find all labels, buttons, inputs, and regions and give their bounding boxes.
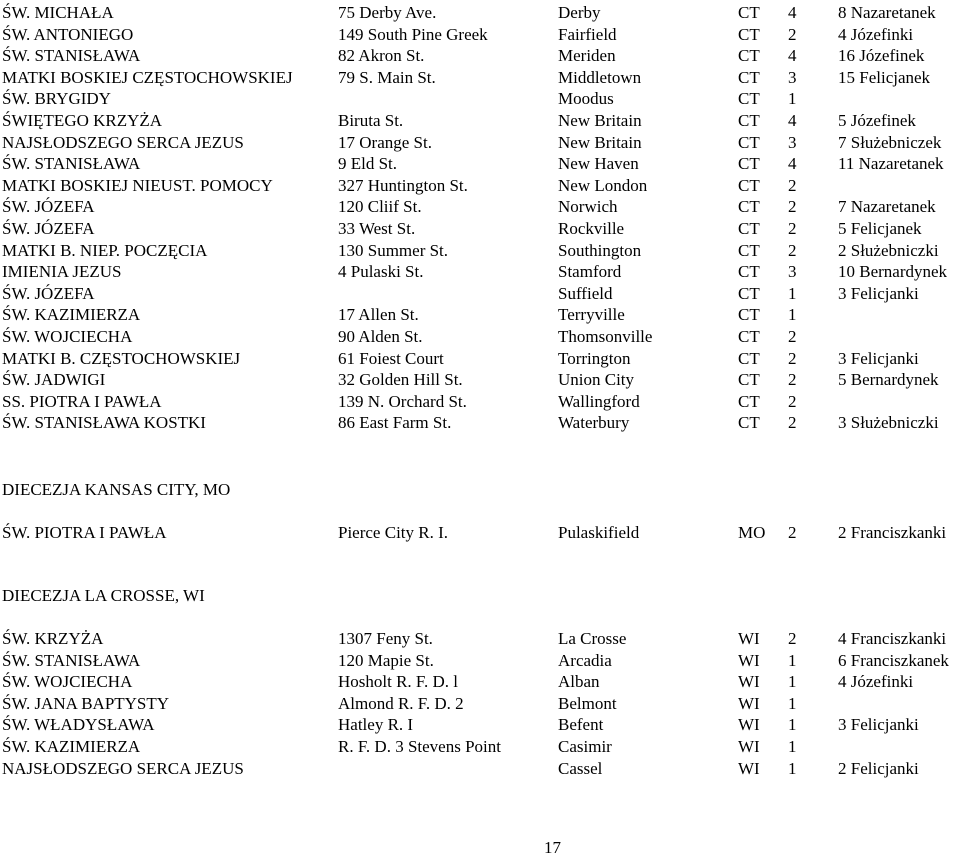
state-cell: WI bbox=[738, 715, 760, 735]
state-cell: CT bbox=[738, 197, 760, 217]
section-heading-kansas-city: DIECEZJA KANSAS CITY, MO bbox=[2, 480, 231, 499]
address-cell: 17 Orange St. bbox=[338, 132, 432, 152]
table-row bbox=[0, 261, 960, 283]
state-cell: CT bbox=[738, 391, 760, 411]
table-row bbox=[0, 153, 960, 175]
state-cell: CT bbox=[738, 326, 760, 346]
count-cell: 3 bbox=[788, 262, 797, 282]
parish-name-cell: MATKI BOSKIEJ CZĘSTOCHOWSKIEJ bbox=[2, 67, 293, 87]
table-row bbox=[0, 391, 960, 413]
address-cell: 139 N. Orchard St. bbox=[338, 391, 467, 411]
address-cell: 75 Derby Ave. bbox=[338, 3, 437, 22]
parish-name-cell: ŚW. JÓZEFA bbox=[2, 218, 95, 238]
page-number: 17 bbox=[544, 838, 561, 857]
state-cell: CT bbox=[738, 370, 760, 390]
address-cell: 1307 Feny St. bbox=[338, 629, 433, 648]
count-cell: 2 bbox=[788, 218, 797, 238]
city-cell: Belmont bbox=[558, 693, 617, 713]
table-row bbox=[0, 304, 960, 326]
parish-name-cell: NAJSŁODSZEGO SERCA JEZUS bbox=[2, 758, 244, 778]
sisters-cell: 8 Nazaretanek bbox=[838, 3, 936, 22]
state-cell: CT bbox=[738, 24, 760, 44]
count-cell: 4 bbox=[788, 154, 797, 174]
address-cell: 82 Akron St. bbox=[338, 46, 425, 66]
count-cell: 3 bbox=[788, 67, 797, 87]
count-cell: 3 bbox=[788, 132, 797, 152]
parish-name-cell: ŚW. MICHAŁA bbox=[2, 3, 114, 22]
table-row bbox=[0, 628, 960, 650]
state-cell: CT bbox=[738, 110, 760, 130]
count-cell: 1 bbox=[788, 736, 797, 756]
city-cell: Alban bbox=[558, 672, 600, 692]
table-row bbox=[0, 240, 960, 262]
sisters-cell: 10 Bernardynek bbox=[838, 262, 948, 282]
city-cell: Derby bbox=[558, 3, 601, 22]
count-cell: 2 bbox=[788, 197, 797, 217]
parish-name-cell: IMIENIA JEZUS bbox=[2, 262, 122, 282]
city-cell: Pulaskifield bbox=[558, 523, 640, 542]
state-cell: WI bbox=[738, 650, 760, 670]
city-cell: Moodus bbox=[558, 89, 614, 109]
count-cell: 1 bbox=[788, 89, 797, 109]
address-cell: 32 Golden Hill St. bbox=[338, 370, 463, 390]
parish-name-cell: ŚW. JADWIGI bbox=[2, 370, 106, 390]
parish-name-cell: ŚW. PIOTRA I PAWŁA bbox=[2, 523, 167, 542]
state-cell: CT bbox=[738, 89, 760, 109]
count-cell: 2 bbox=[788, 523, 797, 542]
address-cell: 86 East Farm St. bbox=[338, 413, 452, 433]
state-cell: WI bbox=[738, 693, 760, 713]
sisters-cell: 5 Felicjanek bbox=[838, 218, 922, 238]
parish-name-cell: ŚW. ANTONIEGO bbox=[2, 24, 134, 44]
parish-name-cell: ŚW. KAZIMIERZA bbox=[2, 305, 141, 325]
sisters-cell: 6 Franciszkanek bbox=[838, 650, 949, 670]
address-cell: Pierce City R. I. bbox=[338, 523, 449, 542]
address-cell: 120 Cliif St. bbox=[338, 197, 422, 217]
city-cell: Middletown bbox=[558, 67, 642, 87]
count-cell: 2 bbox=[788, 413, 797, 433]
table-row bbox=[0, 132, 960, 154]
parish-name-cell: ŚW. STANISŁAWA KOSTKI bbox=[2, 413, 206, 433]
count-cell: 2 bbox=[788, 175, 797, 195]
table-row bbox=[0, 88, 960, 110]
parish-name-cell: SS. PIOTRA I PAWŁA bbox=[2, 391, 162, 411]
count-cell: 1 bbox=[788, 758, 797, 778]
table-row bbox=[0, 283, 960, 305]
address-cell: 4 Pulaski St. bbox=[338, 262, 424, 282]
city-cell: Fairfield bbox=[558, 24, 617, 44]
address-cell: 17 Allen St. bbox=[338, 305, 419, 325]
city-cell: New Britain bbox=[558, 110, 642, 130]
state-cell: CT bbox=[738, 132, 760, 152]
address-cell: 149 South Pine Greek bbox=[338, 24, 488, 44]
city-cell: Union City bbox=[558, 370, 635, 390]
address-cell: 90 Alden St. bbox=[338, 326, 423, 346]
state-cell: CT bbox=[738, 413, 760, 433]
sisters-cell: 3 Felicjanki bbox=[838, 715, 919, 735]
state-cell: CT bbox=[738, 218, 760, 238]
address-cell: 79 S. Main St. bbox=[338, 67, 436, 87]
table-row bbox=[0, 326, 960, 348]
city-cell: Thomsonville bbox=[558, 326, 653, 346]
city-cell: Wallingford bbox=[558, 391, 640, 411]
count-cell: 2 bbox=[788, 370, 797, 390]
sisters-cell: 4 Józefinki bbox=[838, 24, 914, 44]
state-cell: WI bbox=[738, 736, 760, 756]
state-cell: CT bbox=[738, 305, 760, 325]
parish-name-cell: ŚW. WŁADYSŁAWA bbox=[2, 715, 155, 735]
sisters-cell: 3 Służebniczki bbox=[838, 413, 939, 433]
state-cell: MO bbox=[738, 523, 766, 542]
state-cell: CT bbox=[738, 283, 760, 303]
parish-name-cell: ŚWIĘTEGO KRZYŻA bbox=[2, 110, 163, 130]
table-row bbox=[0, 196, 960, 218]
table-row bbox=[0, 348, 960, 370]
section-heading-la-crosse: DIECEZJA LA CROSSE, WI bbox=[2, 586, 205, 605]
sisters-cell: 2 Felicjanki bbox=[838, 758, 919, 778]
state-cell: CT bbox=[738, 175, 760, 195]
city-cell: Arcadia bbox=[558, 650, 612, 670]
city-cell: Waterbury bbox=[558, 413, 630, 433]
count-cell: 2 bbox=[788, 391, 797, 411]
table-row bbox=[0, 175, 960, 197]
parish-name-cell: MATKI B. CZĘSTOCHOWSKIEJ bbox=[2, 348, 241, 368]
city-cell: Stamford bbox=[558, 262, 622, 282]
city-cell: Southington bbox=[558, 240, 642, 260]
sisters-cell: 4 Józefinki bbox=[838, 672, 914, 692]
city-cell: Norwich bbox=[558, 197, 618, 217]
table-row bbox=[0, 24, 960, 46]
city-cell: Suffield bbox=[558, 283, 613, 303]
sisters-cell: 2 Służebniczki bbox=[838, 240, 939, 260]
address-cell: 120 Mapie St. bbox=[338, 650, 434, 670]
count-cell: 2 bbox=[788, 326, 797, 346]
city-cell: New Britain bbox=[558, 132, 642, 152]
city-cell: Terryville bbox=[558, 305, 625, 325]
parish-name-cell: MATKI B. NIEP. POCZĘCIA bbox=[2, 240, 208, 260]
address-cell: 61 Foiest Court bbox=[338, 348, 444, 368]
count-cell: 2 bbox=[788, 629, 797, 648]
city-cell: Cassel bbox=[558, 758, 603, 778]
sisters-cell: 11 Nazaretanek bbox=[838, 154, 944, 174]
address-cell: Almond R. F. D. 2 bbox=[338, 693, 464, 713]
city-cell: Torrington bbox=[558, 348, 631, 368]
table-row bbox=[0, 2, 960, 24]
table-row bbox=[0, 714, 960, 736]
sisters-cell: 5 Bernardynek bbox=[838, 370, 939, 390]
address-cell: Hosholt R. F. D. l bbox=[338, 672, 459, 692]
table-row bbox=[0, 110, 960, 132]
parish-name-cell: ŚW. STANISŁAWA bbox=[2, 650, 141, 670]
count-cell: 1 bbox=[788, 305, 797, 325]
table-row bbox=[0, 758, 960, 780]
sisters-cell: 2 Franciszkanki bbox=[838, 523, 947, 542]
state-cell: WI bbox=[738, 758, 760, 778]
count-cell: 4 bbox=[788, 110, 797, 130]
address-cell: 33 West St. bbox=[338, 218, 416, 238]
state-cell: CT bbox=[738, 3, 760, 22]
count-cell: 2 bbox=[788, 24, 797, 44]
parish-name-cell: MATKI BOSKIEJ NIEUST. POMOCY bbox=[2, 175, 273, 195]
count-cell: 2 bbox=[788, 348, 797, 368]
parish-name-cell: ŚW. KAZIMIERZA bbox=[2, 736, 141, 756]
state-cell: CT bbox=[738, 154, 760, 174]
count-cell: 1 bbox=[788, 672, 797, 692]
table-row bbox=[0, 522, 960, 544]
count-cell: 1 bbox=[788, 283, 797, 303]
parish-name-cell: ŚW. WOJCIECHA bbox=[2, 672, 133, 692]
address-cell: 130 Summer St. bbox=[338, 240, 449, 260]
table-row bbox=[0, 693, 960, 715]
state-cell: CT bbox=[738, 348, 760, 368]
parish-name-cell: NAJSŁODSZEGO SERCA JEZUS bbox=[2, 132, 244, 152]
sisters-cell: 16 Józefinek bbox=[838, 46, 925, 66]
parish-name-cell: ŚW. WOJCIECHA bbox=[2, 326, 133, 346]
table-row bbox=[0, 412, 960, 434]
table-row bbox=[0, 650, 960, 672]
table-row bbox=[0, 736, 960, 758]
address-cell: 9 Eld St. bbox=[338, 154, 398, 174]
city-cell: La Crosse bbox=[558, 629, 627, 648]
parish-name-cell: ŚW. JÓZEFA bbox=[2, 283, 95, 303]
parish-name-cell: ŚW. KRZYŻA bbox=[2, 629, 104, 648]
parish-name-cell: ŚW. JÓZEFA bbox=[2, 197, 95, 217]
city-cell: New London bbox=[558, 175, 648, 195]
city-cell: Befent bbox=[558, 715, 604, 735]
city-cell: Casimir bbox=[558, 736, 612, 756]
state-cell: CT bbox=[738, 262, 760, 282]
state-cell: WI bbox=[738, 629, 760, 648]
table-row bbox=[0, 67, 960, 89]
city-cell: Meriden bbox=[558, 46, 616, 66]
parish-name-cell: ŚW. BRYGIDY bbox=[2, 89, 111, 109]
state-cell: CT bbox=[738, 240, 760, 260]
address-cell: Biruta St. bbox=[338, 110, 404, 130]
table-row bbox=[0, 671, 960, 693]
table-row bbox=[0, 45, 960, 67]
parish-name-cell: ŚW. STANISŁAWA bbox=[2, 46, 141, 66]
count-cell: 2 bbox=[788, 240, 797, 260]
address-cell: 327 Huntington St. bbox=[338, 175, 468, 195]
address-cell: R. F. D. 3 Stevens Point bbox=[338, 736, 501, 756]
state-cell: CT bbox=[738, 67, 760, 87]
sisters-cell: 7 Nazaretanek bbox=[838, 197, 936, 217]
parish-name-cell: ŚW. JANA BAPTYSTY bbox=[2, 693, 170, 713]
address-cell: Hatley R. I bbox=[338, 715, 414, 735]
sisters-cell: 3 Felicjanki bbox=[838, 283, 919, 303]
table-row bbox=[0, 218, 960, 240]
parish-name-cell: ŚW. STANISŁAWA bbox=[2, 154, 141, 174]
state-cell: WI bbox=[738, 672, 760, 692]
count-cell: 1 bbox=[788, 715, 797, 735]
sisters-cell: 4 Franciszkanki bbox=[838, 629, 947, 648]
city-cell: New Haven bbox=[558, 154, 639, 174]
count-cell: 4 bbox=[788, 46, 797, 66]
parish-table-connecticut bbox=[0, 2, 960, 434]
count-cell: 4 bbox=[788, 3, 797, 22]
count-cell: 1 bbox=[788, 693, 797, 713]
city-cell: Rockville bbox=[558, 218, 625, 238]
sisters-cell: 7 Służebniczek bbox=[838, 132, 942, 152]
sisters-cell: 15 Felicjanek bbox=[838, 67, 931, 87]
parish-table-la-crosse bbox=[0, 628, 960, 779]
table-row bbox=[0, 369, 960, 391]
count-cell: 1 bbox=[788, 650, 797, 670]
state-cell: CT bbox=[738, 46, 760, 66]
sisters-cell: 3 Felicjanki bbox=[838, 348, 919, 368]
parish-table-kansas-city bbox=[0, 522, 960, 544]
sisters-cell: 5 Józefinek bbox=[838, 110, 916, 130]
